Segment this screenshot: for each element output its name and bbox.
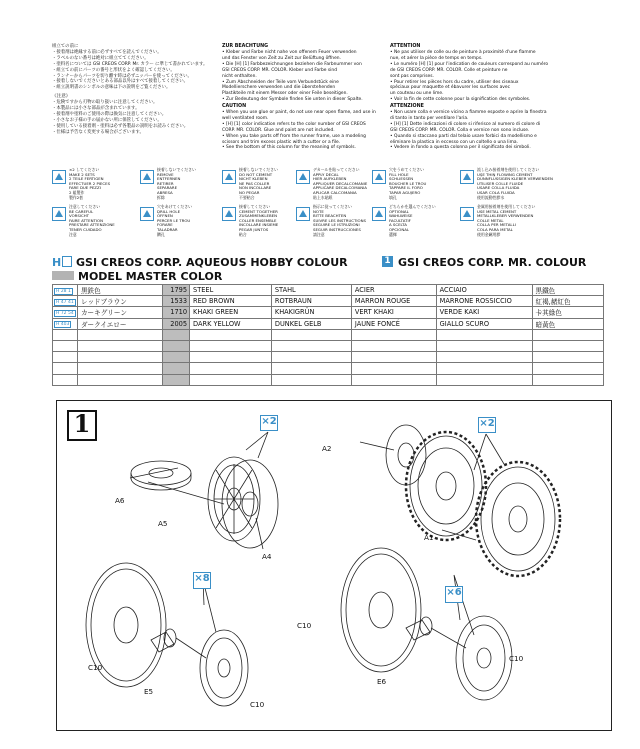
de-lines <box>222 50 382 103</box>
fr-lines <box>390 50 600 103</box>
thin-cement-icon <box>460 170 474 184</box>
symbol-text <box>157 205 192 237</box>
symbol-text-line: 金属用接着剤を使用してください <box>477 204 536 209</box>
de-lines-item: nicht enthalten. <box>222 73 257 79</box>
paint-row <box>53 285 604 296</box>
paint-cell-de <box>271 363 351 374</box>
symbol-text-line: TALADRAR <box>157 226 178 232</box>
symbol-text-line: CEMENT TOGETHER <box>239 208 278 214</box>
symbol-text-line: 選擇 <box>389 231 397 237</box>
symbol-text-line: DRILL HOLE <box>157 208 181 214</box>
paint-cell-it <box>436 340 532 351</box>
symbol-text-line: SEPARARE <box>157 185 178 191</box>
symbol-text-line: NICHT KLEBEN <box>239 176 268 182</box>
paint-cell-de <box>271 352 351 363</box>
symbol-text-line: デカールを貼ってください <box>313 167 360 172</box>
paint-cell-tag <box>53 307 78 318</box>
paint-cell-fr <box>351 363 436 374</box>
repeat-badge-top-right: ×2 <box>478 417 496 433</box>
aqueous-label: GSI CREOS CORP. AQUEOUS HOBBY COLOUR <box>76 256 348 269</box>
paint-row <box>53 307 604 318</box>
it-lines-item: • [H] [1] Dette indicazioni di colore si riferisce al numero di colore di <box>390 121 541 127</box>
sprocket-hub-a2 <box>386 425 426 485</box>
paint-cell-jp <box>77 352 162 363</box>
fr-lines-item: spéciaux pour maquette et ébavurer les surfaces avec <box>390 85 511 91</box>
jp-notes-item: ・仕様は予告なく変更する場合がございます。 <box>52 129 144 135</box>
symbol-text-line: 注意してください <box>69 204 101 209</box>
symbol-text-line: BITTE BEACHTEN <box>313 213 347 219</box>
symbol-text <box>389 168 426 200</box>
symbol-text <box>157 168 196 200</box>
paint-cell-fr: VERT KHAKI <box>351 307 436 318</box>
it-heading: ATTENZIONE <box>390 104 424 109</box>
paint-cell-cn <box>532 352 604 363</box>
jp-lines-item: ・組立説明書のシンボルの意味は下の説明をご覧ください。 <box>52 85 171 91</box>
it-caution <box>390 104 600 151</box>
fr-lines-item: un couteau ou une lime. <box>390 91 444 97</box>
symbol-text-line: INCOLLARE INSIEME <box>239 222 279 228</box>
paint-cell-fr: ACIER <box>351 285 436 296</box>
paint-row <box>53 363 604 374</box>
symbol-text-line: OPTIONAL <box>389 208 409 214</box>
fr-heading: ATTENTION <box>390 44 421 49</box>
symbol-text-line: 接着しないでください <box>157 167 196 172</box>
symbol-text-line: COLLA PER METALLI <box>477 222 516 228</box>
symbol-text-line: 注意 <box>69 231 77 237</box>
repeat-badge-bottom-left: ×8 <box>193 572 211 589</box>
paint-cell-code <box>162 329 189 340</box>
symbol-text-line: PRESTARE ATTENZIONE <box>69 222 115 228</box>
paint-table <box>52 284 604 386</box>
symbol-text-line: BOUCHER LE TROU <box>389 180 427 186</box>
symbol-text <box>313 168 367 200</box>
part-label-e5: E5 <box>144 687 154 696</box>
part-label-a6: A6 <box>115 496 125 505</box>
symbol-text-line: APPLICARE DECALCOMANIA <box>313 185 367 191</box>
symbol-text-line: 製作2套 <box>69 194 84 200</box>
en-lines-item: • [H] [1] color indication refers to the color number of GSI CREOS <box>222 121 366 127</box>
part-label-c10-bl-bottom: C10 <box>250 700 265 709</box>
symbol-text-line: 使用金屬用膠 <box>477 231 501 237</box>
sprocket-a1 <box>406 432 486 540</box>
paint-cell-jp: カーキグリーン <box>77 307 162 318</box>
paint-cell-de <box>271 374 351 385</box>
paint-cell-en: STEEL <box>190 285 272 296</box>
symbol-text-line: APLICAR CALCOMANIA <box>313 189 357 195</box>
it-lines-item: GSI CREOS CORP. MR. COLOR. Colla e vernice non sono incluse. <box>390 127 530 133</box>
symbol-text-line: 穴をうめてください <box>389 167 425 172</box>
fr-lines-item: de GSI CREOS CORP. MR. COLOR. Colle et peinture ne <box>390 67 508 73</box>
symbol-text-line: FAIRE ATTENTION <box>69 217 103 223</box>
repeat-badge-bottom-right: ×6 <box>445 586 463 603</box>
symbol-text <box>239 168 278 200</box>
de-lines-item: Modellierschere verwenden und die überstehenden <box>222 85 336 91</box>
mr-tag <box>382 256 393 267</box>
symbol-text-line: ×2 してください <box>69 167 100 172</box>
symbol-text-line: USE METAL CEMENT <box>477 208 517 214</box>
symbol-text <box>69 168 110 200</box>
paint-row <box>53 352 604 363</box>
jp-notes-item: ・使用している接着剤・塗料は必ず各製品の説明をお読みください。 <box>52 123 189 129</box>
de-lines-item: • Zum Abschneiden der Teile vom Verbundstück eine <box>222 79 339 85</box>
symbol-text-line: VORSICHT <box>69 213 89 219</box>
paint-cell-fr <box>351 340 436 351</box>
part-label-a5: A5 <box>158 519 168 528</box>
paint-cell-cn: 黒鐵色 <box>532 285 604 296</box>
metal-cement-icon <box>460 207 474 221</box>
paint-cell-tag <box>53 374 78 385</box>
paint-cell-code: 2005 <box>162 318 189 329</box>
paint-cell-code: 1795 <box>162 285 189 296</box>
symbol-text <box>313 205 366 237</box>
symbol-text-line: 接着してください <box>239 204 271 209</box>
part-label-c10-br-left: C10 <box>297 621 312 630</box>
symbol-text-line: EFFECTUER 2 PIECES <box>69 180 111 186</box>
symbol-text-line: 2 組製作 <box>69 189 85 195</box>
symbol-text-line: ABRESA <box>157 189 173 195</box>
paint-cell-fr: MARRON ROUGE <box>351 296 436 307</box>
paint-cell-tag <box>53 296 78 307</box>
paint-cell-cn: 卡其綠色 <box>532 307 604 318</box>
paint-cell-it <box>436 329 532 340</box>
it-lines <box>390 110 600 151</box>
symbol-text-line: MAKE 2 SETS <box>69 171 95 177</box>
paint-cell-jp <box>77 329 162 340</box>
symbol-text-line: TENER CUIDADO <box>69 226 102 232</box>
jp-intro-lines <box>52 44 212 91</box>
symbol-text-line: NON INCOLLARE <box>239 185 272 191</box>
paint-row <box>53 340 604 351</box>
symbol-text-line: FARE DUE PEZZI <box>69 185 101 191</box>
paint-cell-code <box>162 374 189 385</box>
it-lines-item: • Non usare colla e vernice vicino a fiamme esposte e aprire la finestra <box>390 110 547 115</box>
jp-notes-item: ・接着剤や塗料のご使用の際は換気に注意してください。 <box>52 112 167 118</box>
en-lines-item: well ventilated room. <box>222 115 269 121</box>
symbol-metal-cement <box>460 205 578 235</box>
apply-decal-icon <box>296 170 310 184</box>
paint-row <box>53 296 604 307</box>
paint-tag-badge: H 72 54 <box>56 310 74 316</box>
symbol-text-line: ZUSAMMENKLEBEN <box>239 213 278 219</box>
paint-cell-tag <box>53 352 78 363</box>
symbol-thin-cement <box>460 168 578 198</box>
paint-cell-jp <box>77 340 162 351</box>
symbol-text-line: FACULTATIF <box>389 217 411 223</box>
symbol-text-line: SEGUIRE LE ISTRUZIONI <box>313 222 360 228</box>
step-number: 1 <box>73 409 91 438</box>
symbol-text-line: 貼上水貼紙 <box>313 194 333 200</box>
symbol-text-line: COLA PARA METAL <box>477 226 513 232</box>
paint-row <box>53 329 604 340</box>
paint-cell-it: MARRONE ROSSICCIO <box>436 296 532 307</box>
jp-lines-item: ・接着しないでくださいとある部品以外はすべて接着してください。 <box>52 79 189 85</box>
road-wheel-outer-left <box>200 630 248 706</box>
en-lines-item: scissors and trim excess plastic with a cutter or a file. <box>222 139 341 145</box>
symbol-text-line: 使用流動性膠水 <box>477 194 505 200</box>
it-lines-item: eliminare la plastica in eccesso con un coltello o una lima. <box>390 139 518 145</box>
symbol-text-line: NOTE <box>313 208 324 214</box>
paint-cell-tag <box>53 329 78 340</box>
jp-note-lines <box>52 100 212 135</box>
paint-cell-cn <box>532 363 604 374</box>
de-lines-item: • Kleber und Farbe nicht nahe von offenem Feuer verwenden <box>222 50 357 55</box>
jp-notes-item: ・小さなお子様の手の届かない所に保管してください。 <box>52 118 162 124</box>
it-lines-item: di tanto in tanto per ventilare l'aria. <box>390 115 469 121</box>
fr-lines-item: • Voir la fin de cette colonne pour la signification des symboles. <box>390 97 531 103</box>
idler-wheel-a5 <box>208 457 260 541</box>
symbol-text-line: USE THIN FLOWING CEMENT <box>477 171 533 177</box>
paint-row <box>53 374 604 385</box>
en-lines <box>222 110 382 151</box>
optional-icon <box>372 207 386 221</box>
jp-lines-item: ・ランナーからパーツを切り離す時は必ずニッパーを使ってください。 <box>52 73 192 79</box>
paint-cell-jp <box>77 363 162 374</box>
symbol-text-line: WAHLWEISE <box>389 213 413 219</box>
paint-cell-de: KHAKIGRÜN <box>271 307 351 318</box>
paint-cell-tag <box>53 285 78 296</box>
en-caution <box>222 104 382 151</box>
paint-cell-code <box>162 352 189 363</box>
symbol-text-line: APPLY DECAL <box>313 171 339 177</box>
do-not-cement-pin-icon <box>222 170 236 184</box>
symbol-text-line: PERCER LE TROU <box>157 217 191 223</box>
paint-cell-it <box>436 363 532 374</box>
symbol-text-line: SCHLIESSEN <box>389 176 414 182</box>
fr-lines-item: sont pas comprises. <box>390 73 434 79</box>
drill-hole-icon <box>140 207 154 221</box>
fr-lines-item: nue, et aérer la pièce de temps en temps. <box>390 55 483 61</box>
jp-lines-item: ・組立ての前にパーツの番号と形状をよく確認してください。 <box>52 67 175 73</box>
paint-cell-jp <box>77 374 162 385</box>
part-label-c10-br-right: C10 <box>509 654 524 663</box>
symbol-text-line: 拆除 <box>157 194 165 200</box>
symbol-text-line: 2 TEILE FERTIGEN <box>69 176 104 182</box>
symbol-text-line: DO NOT CEMENT <box>239 171 273 177</box>
be-careful-icon <box>52 207 66 221</box>
paint-cell-code: 1533 <box>162 296 189 307</box>
symbol-text-line: SUIVRE LES INSTRUCTIONS <box>313 217 366 223</box>
paint-cell-tag <box>53 340 78 351</box>
symbol-text-line: USARE COLLA FLUIDA <box>477 185 520 191</box>
repeat-times-icon <box>52 170 66 184</box>
symbol-text-line: COLLE METAL <box>477 217 504 223</box>
en-lines-item: CORP. MR. COLOR. Glue and paint are not included. <box>222 127 335 133</box>
en-lines-item: • When you use glue or paint, do not use near open flame, and use in <box>222 110 376 115</box>
symbol-text-line: COLLER ENSEMBLE <box>239 217 277 223</box>
symbol-text-line: DÜNNFLÜSSIGEN KLEBER VERWENDEN <box>477 176 553 182</box>
symbol-text-line: HIER AUFKLEBEN <box>313 176 347 182</box>
paint-cell-en: KHAKI GREEN <box>190 307 272 318</box>
paint-cell-de: STAHL <box>271 285 351 296</box>
symbol-text-line: BE CAREFUL <box>69 208 94 214</box>
symbol-text <box>477 205 535 237</box>
paint-cell-en: DARK YELLOW <box>190 318 272 329</box>
paint-cell-de: DUNKEL GELB <box>271 318 351 329</box>
symbol-text <box>477 168 553 200</box>
paint-cell-it <box>436 374 532 385</box>
sprocket-outer <box>476 462 560 576</box>
paint-cell-cn <box>532 374 604 385</box>
it-lines-item: • Vedere in fondo a questa colonna per il significato dei simboli. <box>390 145 531 151</box>
symbol-text-line: PEGAR JUNTOS <box>239 226 269 232</box>
symbol-text-line: 填孔 <box>389 194 397 200</box>
symbol-text-line: 穴をあけてください <box>157 204 193 209</box>
de-heading: ZUR BEACHTUNG <box>222 44 269 49</box>
paint-cell-cn: 暗黃色 <box>532 318 604 329</box>
de-lines-item: • Zur Bedeutung der Symbole finden Sie unten in dieser Spalte. <box>222 97 363 103</box>
symbol-text-line: OPCIONAL <box>389 226 410 232</box>
symbol-text <box>389 205 436 237</box>
road-wheel-outer-right <box>456 616 512 700</box>
symbol-text-line: ÖFFNEN <box>157 213 173 219</box>
road-wheel-inner-right <box>341 548 421 672</box>
do-not-cement-icon <box>140 170 154 184</box>
de-lines-item: und das Fenster von Zeit zu Zeit zur Belüftung öffnen. <box>222 55 341 61</box>
en-lines-item: • When you take parts off from the runner frame, use a modeling <box>222 133 366 139</box>
en-lines-item: • See the bottom of this column for the meaning of symbols. <box>222 145 356 151</box>
symbol-text-line: TAPAR AGUJERO <box>389 189 421 195</box>
model-master-label: MODEL MASTER COLOR <box>78 270 223 283</box>
paint-cell-cn <box>532 329 604 340</box>
symbol-text-line: 接着しないでください <box>239 167 278 172</box>
aqueous-tag-letter: H <box>52 256 62 269</box>
mr-tag-number: 1 <box>384 256 391 266</box>
symbol-text-line: RETIRER <box>157 180 174 186</box>
fr-caution <box>390 44 600 103</box>
symbol-text-line: METALLKLEBER VERWENDEN <box>477 213 534 219</box>
paint-cell-code <box>162 340 189 351</box>
paint-cell-cn: 紅褐,赭紅色 <box>532 296 604 307</box>
symbol-text-line: USAR COLA FLUIDA <box>477 189 515 195</box>
symbol-text-line: 指示に従ってください <box>313 204 352 209</box>
symbol-text-line: NE PAS COLLER <box>239 180 270 186</box>
fill-hole-icon <box>372 170 386 184</box>
fr-lines-item: • Pour retirer les pièces hors du cadre, utiliser des ciseaux <box>390 79 519 85</box>
paint-cell-de: ROTBRAUN <box>271 296 351 307</box>
model-master-swatch <box>52 271 74 280</box>
it-lines-item: • Quando si staccano parti dal telaio usare forbici da modellismo e <box>390 133 537 139</box>
paint-cell-it: ACCIAIO <box>436 285 532 296</box>
paint-cell-fr: JAUNE FONCÉ <box>351 318 436 329</box>
en-heading: CAUTION <box>222 104 247 109</box>
part-label-e6: E6 <box>377 677 387 686</box>
symbol-text-line: 請注意 <box>313 231 325 237</box>
de-caution <box>222 44 382 103</box>
see-instruction-icon <box>296 207 310 221</box>
paint-cell-fr <box>351 352 436 363</box>
mr-label: GSI CREOS CORP. MR. COLOUR <box>398 256 587 269</box>
cement-together-icon <box>222 207 236 221</box>
symbol-text-line: TAPPARE IL FORO <box>389 185 423 191</box>
paint-cell-cn <box>532 340 604 351</box>
symbol-text-line: REMOVE <box>157 171 174 177</box>
symbol-text <box>69 205 115 237</box>
symbol-text-line: A SCELTA <box>389 222 407 228</box>
jp-lines-item: 組立ての前に <box>52 44 79 49</box>
symbol-text <box>239 205 278 237</box>
paint-cell-it <box>436 352 532 363</box>
paint-cell-de <box>271 340 351 351</box>
paint-row <box>53 318 604 329</box>
symbol-text-line: APPLIQUER DECALCOMANIE <box>313 180 368 186</box>
paint-cell-jp: レッドブラウン <box>77 296 162 307</box>
symbol-text-line: ENTFERNEN <box>157 176 181 182</box>
paint-cell-code <box>162 363 189 374</box>
part-label-c10-bl-left: C10 <box>88 663 103 672</box>
paint-cell-fr <box>351 329 436 340</box>
fr-lines-item: • Ne pas utiliser de colle ou de peinture à proximité d'une flamme <box>390 50 536 55</box>
repeat-badge-top-left: ×2 <box>260 415 278 431</box>
jp-notes-item: ・本製品には小さな部品が含まれています。 <box>52 106 140 112</box>
paint-tag-badge: H 403 <box>56 322 70 328</box>
de-lines-item: Plastikteile mit einem Messer oder einer Feile beseitigen. <box>222 91 348 97</box>
symbol-text-line: 粘合 <box>239 231 247 237</box>
jp-note-heading: 《注意》 <box>52 94 71 100</box>
symbol-text-line: NO PEGAR <box>239 189 260 195</box>
symbol-text-line: FILL HOLE <box>389 171 409 177</box>
paint-cell-en <box>190 340 272 351</box>
part-label-a4: A4 <box>262 552 272 561</box>
paint-tag-badge: H 28 1 <box>56 288 71 294</box>
symbol-text-line: どちらかを選んでください <box>389 204 436 209</box>
symbol-text-line: UTILISER COLLE FLUIDE <box>477 180 524 186</box>
jp-intro <box>52 44 212 136</box>
paint-cell-tag <box>53 318 78 329</box>
paint-cell-en <box>190 352 272 363</box>
aqueous-tag <box>52 256 72 269</box>
paint-cell-de <box>271 329 351 340</box>
paint-cell-jp: ダークイエロー <box>77 318 162 329</box>
part-label-a1: A1 <box>424 533 434 542</box>
de-lines-item: • Die [H] [1] Farbbezeichnungen beziehen die Farbnummer von <box>222 61 362 67</box>
paint-cell-en: RED BROWN <box>190 296 272 307</box>
fr-lines-item: • Le numéro [H] [1] pour l'indication de couleurs correspond au numéro <box>390 61 549 67</box>
paint-cell-en <box>190 329 272 340</box>
symbol-text-line: SEGUIR INSTRUCCIONES <box>313 226 361 232</box>
jp-notes-item: ・危険ですから刃物の取り扱いに注意してください。 <box>52 100 158 106</box>
paint-cell-jp: 黒鉄色 <box>77 285 162 296</box>
paint-cell-en <box>190 374 272 385</box>
symbol-text-line: 流し込み接着剤を使用してください <box>477 167 540 172</box>
paint-cell-en <box>190 363 272 374</box>
symbol-text-line: 鑽孔 <box>157 231 165 237</box>
assembly-diagram <box>56 400 610 729</box>
de-lines-item: GSI CREOS CORP. MR. COLOR. Kleber und Farbe sind <box>222 67 337 73</box>
paint-cell-code: 1710 <box>162 307 189 318</box>
jp-lines-item: ・塗料名については GSI CREOS CORP. Mr. カラー に準じて書かれています。 <box>52 61 208 67</box>
part-label-a2: A2 <box>322 444 332 453</box>
jp-lines-item: ・ラベルのない番号は絶対に組立ててください。 <box>52 55 149 61</box>
symbol-text-line: 不要粘合 <box>239 194 255 200</box>
jp-lines-item: ・接着剤は絶縁する前に必ずすべてを読んでください。 <box>52 49 162 55</box>
paint-tag-badge: H 47 41 <box>56 299 74 305</box>
paint-cell-it: VERDE KAKI <box>436 307 532 318</box>
paint-cell-tag <box>53 363 78 374</box>
symbol-text-line: FORARE <box>157 222 173 228</box>
paint-cell-fr <box>351 374 436 385</box>
paint-cell-it: GIALLO SCURO <box>436 318 532 329</box>
